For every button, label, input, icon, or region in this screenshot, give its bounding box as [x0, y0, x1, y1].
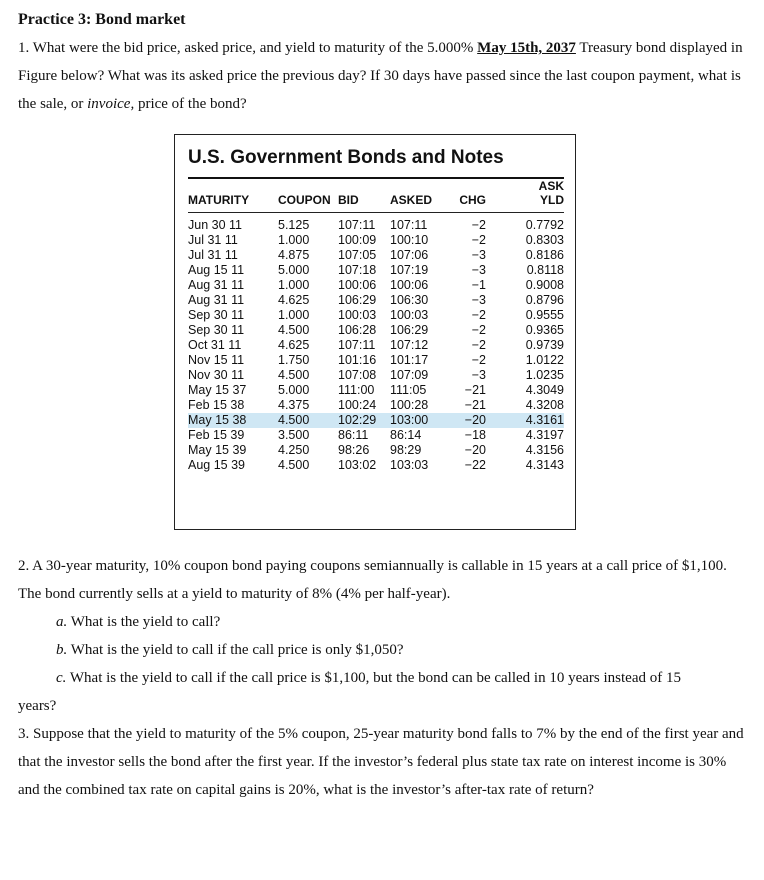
cell-chg: −22	[464, 458, 486, 472]
cell-yld: 4.3208	[525, 398, 564, 412]
question-1	[18, 34, 748, 118]
cell-bid: 101:16	[338, 353, 377, 367]
table-row	[188, 338, 564, 353]
cell-yld: 0.9008	[525, 278, 564, 292]
cell-chg: −2	[471, 218, 486, 232]
cell-asked: 107:19	[390, 263, 429, 277]
table-row	[188, 293, 564, 308]
cell-asked: 103:00	[390, 413, 446, 428]
table-row	[188, 308, 564, 323]
figure-title: U.S. Government Bonds and Notes	[188, 147, 504, 168]
cell-maturity: Aug 15 11	[188, 263, 245, 277]
cell-yld: 0.8186	[525, 248, 564, 262]
cell-yld: 0.8303	[525, 233, 564, 247]
q2b-text: What is the yield to call if the call price is only $1,050?	[67, 642, 404, 658]
question-2c	[56, 664, 748, 692]
cell-maturity: May 15 38	[188, 413, 278, 428]
q2c-label: c.	[56, 670, 67, 686]
table-row	[188, 383, 564, 398]
cell-coupon: 4.500	[278, 413, 338, 428]
cell-bid: 100:06	[338, 278, 377, 292]
cell-bid: 107:11	[338, 218, 376, 232]
q1-date: May 15th, 2037	[477, 40, 576, 56]
cell-yld: 4.3156	[525, 443, 564, 457]
cell-maturity: Sep 30 11	[188, 323, 245, 337]
cell-maturity: May 15 37	[188, 383, 247, 397]
cell-maturity: Jun 30 11	[188, 218, 242, 232]
cell-asked: 107:12	[390, 338, 429, 352]
cell-maturity: Oct 31 11	[188, 338, 242, 352]
cell-asked: 100:10	[390, 233, 429, 247]
table-row	[188, 458, 564, 473]
cell-bid: 107:18	[338, 263, 377, 277]
cell-chg: −2	[471, 323, 486, 337]
cell-chg: −18	[464, 428, 486, 442]
cell-asked: 100:28	[390, 398, 429, 412]
cell-coupon: 4.625	[278, 338, 310, 352]
cell-bid: 103:02	[338, 458, 377, 472]
table-row	[188, 323, 564, 338]
question-2-intro: 2. A 30-year maturity, 10% coupon bond paying coupons semiannually is callable in 15 years at a call price of $1,100. The bond currently sells at a yield to maturity of 8% (4% per half-year).	[18, 558, 727, 602]
cell-chg: −2	[471, 338, 486, 352]
cell-maturity: May 15 39	[188, 443, 247, 457]
cell-yld: 4.3049	[525, 383, 564, 397]
cell-chg: −1	[471, 278, 486, 292]
cell-bid: 86:11	[338, 428, 369, 442]
cell-asked: 86:14	[390, 428, 422, 442]
cell-yld: 0.8118	[526, 263, 564, 277]
cell-coupon: 5.125	[278, 218, 310, 232]
table-row	[188, 428, 564, 443]
cell-yld: 1.0122	[525, 353, 564, 367]
cell-bid: 100:24	[338, 398, 377, 412]
cell-chg: −21	[464, 398, 486, 412]
cell-yld: 4.3161	[492, 413, 564, 428]
cell-yld: 0.7792	[525, 218, 564, 232]
cell-maturity: Nov 15 11	[188, 353, 245, 367]
table-row	[188, 353, 564, 368]
cell-asked: 107:11	[390, 218, 428, 232]
cell-coupon: 4.500	[278, 458, 310, 472]
cell-chg: −21	[464, 383, 486, 397]
bond-quotes-figure	[174, 134, 576, 530]
cell-chg: −20	[464, 443, 486, 457]
cell-yld: 0.8796	[525, 293, 564, 307]
cell-coupon: 5.000	[278, 383, 310, 397]
cell-yld: 0.9365	[525, 323, 564, 337]
question-2c-wrap: years?	[18, 698, 57, 714]
cell-bid: 106:29	[338, 293, 377, 307]
table-row	[188, 278, 564, 293]
cell-yld: 4.3143	[525, 458, 564, 472]
question-3: 3. Suppose that the yield to maturity of the 5% coupon, 25-year maturity bond falls to 7% by the end of the first year and that the investor sells the bond after the first year. If the investor’s federal plus state tax rate on interest income is 30% and the combined tax rate on capital gains is 20%, what is the investor’s after-tax rate of return?	[18, 726, 744, 798]
questions-2-3	[18, 552, 748, 804]
page-title: Practice 3: Bond market	[18, 11, 186, 28]
cell-coupon: 4.875	[278, 248, 310, 262]
cell-bid: 98:26	[338, 443, 370, 457]
table-row	[188, 368, 564, 383]
cell-maturity: Jul 31 11	[188, 248, 238, 262]
q2a-label: a.	[56, 614, 68, 630]
cell-bid: 106:28	[338, 323, 377, 337]
cell-coupon: 4.500	[278, 368, 310, 382]
cell-maturity: Jul 31 11	[188, 233, 238, 247]
table-row	[188, 443, 564, 458]
table-row	[188, 263, 564, 278]
cell-bid: 107:05	[338, 248, 377, 262]
col-header-ask-yld-top: ASK	[538, 179, 564, 193]
q1-italic-term: invoice,	[87, 96, 135, 112]
cell-chg: −3	[471, 293, 486, 307]
cell-asked: 98:29	[390, 443, 422, 457]
cell-bid: 107:11	[338, 338, 376, 352]
table-row	[188, 398, 564, 413]
cell-coupon: 1.000	[278, 278, 310, 292]
col-header-ask-yld-bottom: YLD	[492, 193, 564, 213]
col-header-chg: CHG	[446, 193, 492, 213]
cell-bid: 107:08	[338, 368, 377, 382]
cell-bid: 100:09	[338, 233, 377, 247]
cell-asked: 107:09	[390, 368, 429, 382]
cell-yld: 0.9555	[525, 308, 564, 322]
cell-maturity: Feb 15 38	[188, 398, 245, 412]
cell-maturity: Aug 15 39	[188, 458, 245, 472]
cell-yld: 4.3197	[525, 428, 564, 442]
document	[18, 6, 748, 118]
q2c-text: What is the yield to call if the call price is $1,100, but the bond can be called in 10 years instead of 15	[66, 670, 681, 686]
cell-yld: 1.0235	[525, 368, 564, 382]
q1-text-middle: Treasury bond displayed in Figure below? What was its asked price the previous day? If 30 days have passed since the last coupon payment, what is the sale, or	[18, 40, 743, 112]
cell-bid: 100:03	[338, 308, 377, 322]
cell-maturity: Nov 30 11	[188, 368, 245, 382]
bond-quotes-table	[188, 179, 564, 473]
cell-bid: 111:00	[338, 383, 375, 397]
question-2b	[56, 636, 748, 664]
cell-coupon: 1.750	[278, 353, 310, 367]
cell-chg: −3	[471, 263, 486, 277]
cell-asked: 106:30	[390, 293, 429, 307]
cell-coupon: 1.000	[278, 308, 310, 322]
cell-coupon: 3.500	[278, 428, 310, 442]
cell-asked: 111:05	[390, 383, 427, 397]
cell-chg: −3	[471, 248, 486, 262]
cell-maturity: Aug 31 11	[188, 293, 245, 307]
cell-coupon: 5.000	[278, 263, 310, 277]
col-header-coupon: COUPON	[278, 193, 338, 213]
cell-coupon: 4.375	[278, 398, 310, 412]
question-2a	[56, 608, 748, 636]
q1-text-end: price of the bond?	[134, 96, 247, 112]
table-row	[188, 213, 564, 234]
cell-yld: 0.9739	[525, 338, 564, 352]
cell-coupon: 4.250	[278, 443, 310, 457]
cell-asked: 106:29	[390, 323, 429, 337]
bond-rows	[188, 213, 564, 474]
col-header-asked: ASKED	[390, 193, 446, 213]
col-header-maturity: MATURITY	[188, 193, 278, 213]
cell-asked: 101:17	[390, 353, 429, 367]
q2a-text: What is the yield to call?	[67, 614, 221, 630]
table-row	[188, 413, 564, 428]
table-row	[188, 233, 564, 248]
q1-text-start: 1. What were the bid price, asked price, and yield to maturity of the 5.000%	[18, 40, 478, 56]
col-header-bid: BID	[338, 193, 390, 213]
q2b-label: b.	[56, 642, 68, 658]
cell-maturity: Feb 15 39	[188, 428, 245, 442]
cell-maturity: Aug 31 11	[188, 278, 245, 292]
cell-maturity: Sep 30 11	[188, 308, 245, 322]
cell-chg: −2	[471, 308, 486, 322]
cell-asked: 103:03	[390, 458, 429, 472]
cell-asked: 107:06	[390, 248, 429, 262]
cell-chg: −20	[446, 413, 492, 428]
cell-chg: −2	[471, 233, 486, 247]
cell-coupon: 1.000	[278, 233, 310, 247]
table-row	[188, 248, 564, 263]
cell-bid: 102:29	[338, 413, 390, 428]
cell-coupon: 4.500	[278, 323, 310, 337]
cell-chg: −2	[471, 353, 486, 367]
cell-asked: 100:06	[390, 278, 429, 292]
cell-asked: 100:03	[390, 308, 429, 322]
cell-chg: −3	[471, 368, 486, 382]
cell-coupon: 4.625	[278, 293, 310, 307]
